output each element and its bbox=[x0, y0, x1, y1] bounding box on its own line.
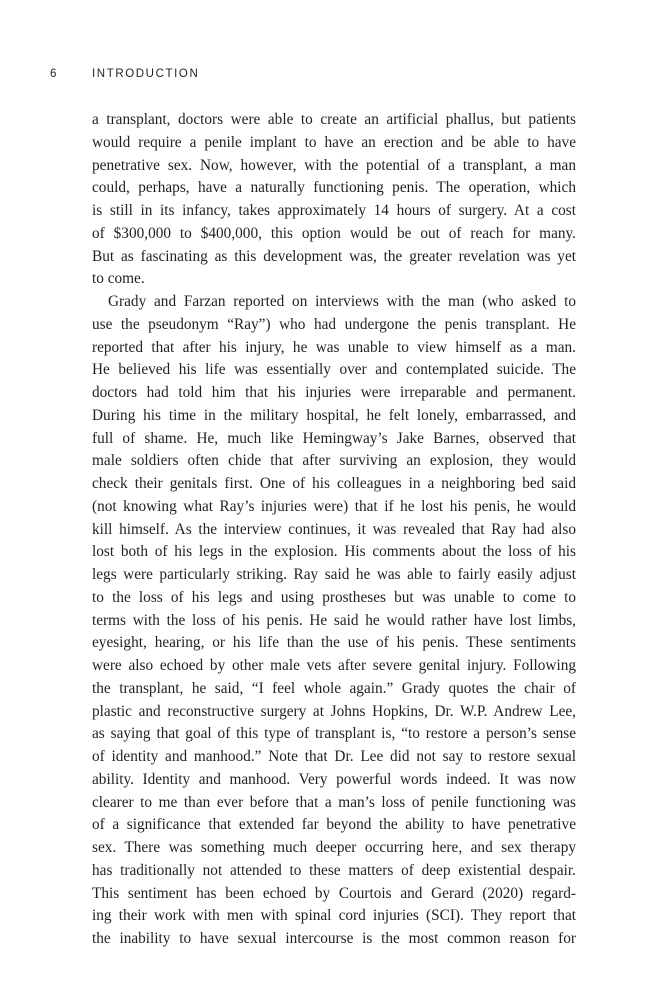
paragraph-2 bbox=[92, 291, 576, 951]
text-line: During his time in the military hospital, he felt lonely, embarrassed, and bbox=[92, 406, 576, 424]
text-line: male soldiers often chide that after surviving an explosion, they would bbox=[92, 452, 576, 470]
text-line: penetrative sex. Now, however, with the potential of a transplant, a man bbox=[92, 156, 576, 174]
running-title: INTRODUCTION bbox=[92, 68, 200, 80]
text-line: reported that after his injury, he was unable to view himself as a man. bbox=[92, 338, 576, 356]
text-line: clearer to me than ever before that a man’s loss of penile functioning was bbox=[92, 793, 576, 811]
text-line: kill himself. As the interview continues, it was revealed that Ray had also bbox=[92, 520, 576, 538]
text-line: were also echoed by other male vets after severe genital injury. Following bbox=[92, 657, 576, 674]
text-line: ing their work with men with spinal cord injuries (SCI). They report that bbox=[92, 907, 576, 925]
text-line: the transplant, he said, “I feel whole again.” Grady quotes the chair of bbox=[92, 679, 576, 697]
text-line: is still in its infancy, takes approximately 14 hours of surgery. At a cost bbox=[92, 202, 576, 219]
text-line: to the loss of his legs and using prostheses but was unable to come to bbox=[92, 588, 576, 606]
text-line: as saying that goal of this type of transplant is, “to restore a person’s sense bbox=[92, 725, 576, 743]
text-line: the inability to have sexual intercourse is the most common reason for bbox=[92, 930, 576, 947]
text-line: use the pseudonym “Ray”) who had undergone the penis transplant. He bbox=[92, 315, 576, 333]
text-line: full of shame. He, much like Hemingway’s Jake Barnes, observed that bbox=[92, 429, 576, 447]
text-line: lost both of his legs in the explosion. His comments about the loss of his bbox=[92, 543, 576, 561]
paragraph-1 bbox=[92, 109, 576, 291]
text-line: check their genitals first. One of his colleagues in a neighboring bed said bbox=[92, 475, 576, 492]
text-line: has traditionally not attended to these matters of deep existential despair. bbox=[92, 861, 576, 879]
text-line: sex. There was something much deeper occurring here, and sex therapy bbox=[92, 839, 576, 856]
text-line: of identity and manhood.” Note that Dr. Lee did not say to restore sexual bbox=[92, 748, 576, 765]
text-line: doctors had told him that his injuries were irreparable and permanent. bbox=[92, 384, 576, 401]
text-line: terms with the loss of his penis. He said he would rather have lost limbs, bbox=[92, 611, 576, 629]
text-line: could, perhaps, have a naturally functioning penis. The operation, which bbox=[92, 179, 576, 197]
text-line: of $300,000 to $400,000, this option would be out of reach for many. bbox=[92, 224, 576, 242]
page-number: 6 bbox=[50, 68, 58, 80]
text-line: a transplant, doctors were able to create an artificial phallus, but patients bbox=[92, 111, 576, 128]
text-line: Grady and Farzan reported on interviews with the man (who asked to bbox=[108, 293, 576, 310]
body-text bbox=[92, 109, 576, 951]
text-line: to come. bbox=[92, 270, 145, 288]
text-line: But as fascinating as this development was, the greater revelation was yet bbox=[92, 247, 576, 265]
text-line: He believed his life was essentially over and contemplated suicide. The bbox=[92, 361, 576, 379]
text-line: legs were particularly striking. Ray said he was able to fairly easily adjust bbox=[92, 566, 576, 583]
text-line: This sentiment has been echoed by Courtois and Gerard (2020) regard- bbox=[92, 884, 576, 902]
text-line: eyesight, hearing, or his life than the use of his penis. These sentiments bbox=[92, 634, 576, 652]
text-line: ability. Identity and manhood. Very powerful words indeed. It was now bbox=[92, 770, 576, 788]
text-line: of a significance that extended far beyond the ability to have penetrative bbox=[92, 816, 576, 834]
text-line: would require a penile implant to have an erection and be able to have bbox=[92, 133, 576, 151]
text-line: plastic and reconstructive surgery at Johns Hopkins, Dr. W.P. Andrew Lee, bbox=[92, 702, 576, 720]
running-head bbox=[50, 66, 199, 82]
text-line: (not knowing what Ray’s injuries were) that if he lost his penis, he would bbox=[92, 497, 576, 515]
